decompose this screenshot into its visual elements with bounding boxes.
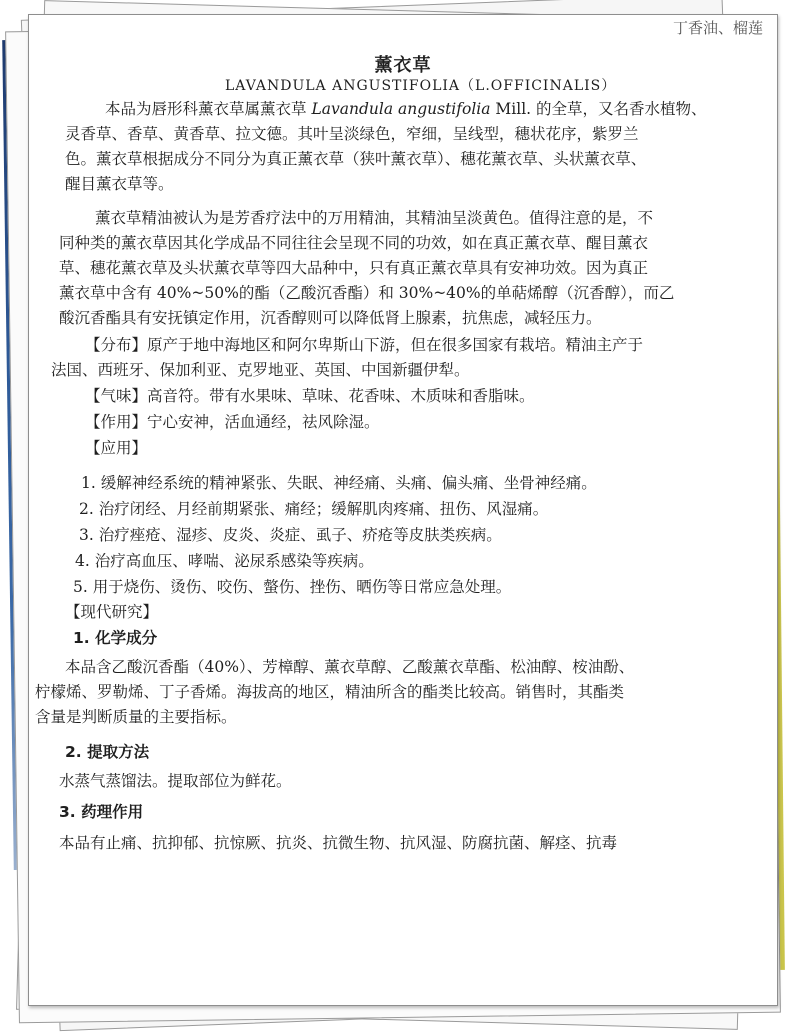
intro-line-4: 醒目薰衣草等。	[65, 175, 174, 193]
para-line: 薰衣草精油被认为是芳香疗法中的万用精油，其精油呈淡黄色。值得注意的是，不	[95, 209, 654, 227]
para-line: 草、穗花薰衣草及头状薰衣草等四大品种中，只有真正薰衣草具有安神功效。因为真正	[59, 259, 649, 277]
intro-text: Mill. 的全草，又名香水植物、	[490, 100, 707, 118]
odor-line: 【气味】高音符。带有水果味、草味、花香味、木质味和香脂味。	[85, 387, 535, 405]
distribution-line: 【分布】原产于地中海地区和阿尔卑斯山下游，但在很多国家有栽培。精油主产于	[85, 336, 644, 354]
extract-line: 水蒸气蒸馏法。提取部位为鲜花。	[59, 772, 292, 790]
para-line: 同种类的薰衣草因其化学成品不同往往会呈现不同的功效，如在真正薰衣草、醒目薰衣	[59, 234, 649, 252]
application-item: 1. 缓解神经系统的精神紧张、失眠、神经痛、头痛、偏头痛、坐骨神经痛。	[81, 474, 597, 492]
application-heading: 【应用】	[85, 439, 148, 457]
application-item: 4. 治疗高血压、哮喘、泌尿系感染等疾病。	[75, 552, 374, 570]
species-name: Lavandula angustifolia	[311, 100, 491, 118]
pharma-line: 本品有止痛、抗抑郁、抗惊厥、抗炎、抗微生物、抗风湿、防腐抗菌、解痉、抗毒	[59, 834, 618, 852]
intro-line-2: 灵香草、香草、黄香草、拉文德。其叶呈淡绿色，窄细，呈线型，穗状花序，紫罗兰	[65, 125, 639, 143]
pharma-heading: 3. 药理作用	[59, 803, 144, 821]
effect-line: 【作用】宁心安神，活血通经，祛风除湿。	[85, 413, 380, 431]
para-line: 酸沉香酯具有安抚镇定作用，沉香醇则可以降低肾上腺素，抗焦虑，减轻压力。	[59, 309, 602, 327]
document-page	[28, 14, 778, 1006]
latin-name: LAVANDULA ANGUSTIFOLIA（L.OFFICINALIS）	[225, 78, 617, 94]
distribution-line: 法国、西班牙、保加利亚、克罗地亚、英国、中国新疆伊犁。	[51, 361, 470, 379]
application-item: 2. 治疗闭经、月经前期紧张、痛经；缓解肌肉疼痛、扭伤、风湿痛。	[79, 500, 549, 518]
chem-line: 含量是判断质量的主要指标。	[35, 708, 237, 726]
corner-text: 丁香油、榴莲	[672, 19, 763, 37]
intro-text: 本品为唇形科薰衣草属薰衣草	[105, 100, 307, 118]
para-line: 薰衣草中含有 40%~50%的酯（乙酸沉香酯）和 30%~40%的单萜烯醇（沉香醇），而乙	[59, 284, 675, 302]
application-item: 3. 治疗痤疮、湿疹、皮炎、炎症、虱子、疥疮等皮肤类疾病。	[79, 526, 502, 544]
intro-line-3: 色。薰衣草根据成分不同分为真正薰衣草（狭叶薰衣草）、穗花薰衣草、头状薰衣草、	[65, 150, 647, 168]
application-item: 5. 用于烧伤、烫伤、咬伤、螫伤、挫伤、晒伤等日常应急处理。	[73, 578, 512, 596]
chem-line: 本品含乙酸沉香酯（40%）、芳樟醇、薰衣草醇、乙酸薰衣草酯、松油醇、桉油酚、	[65, 658, 635, 676]
intro-line-1	[105, 99, 707, 119]
extract-heading: 2. 提取方法	[65, 743, 150, 761]
chem-line: 柠檬烯、罗勒烯、丁子香烯。海拔高的地区，精油所含的酯类比较高。销售时，其酯类	[35, 683, 625, 701]
page-title: 薰衣草	[374, 55, 432, 76]
modern-heading: 【现代研究】	[65, 603, 159, 621]
chem-heading: 1. 化学成分	[73, 629, 158, 647]
